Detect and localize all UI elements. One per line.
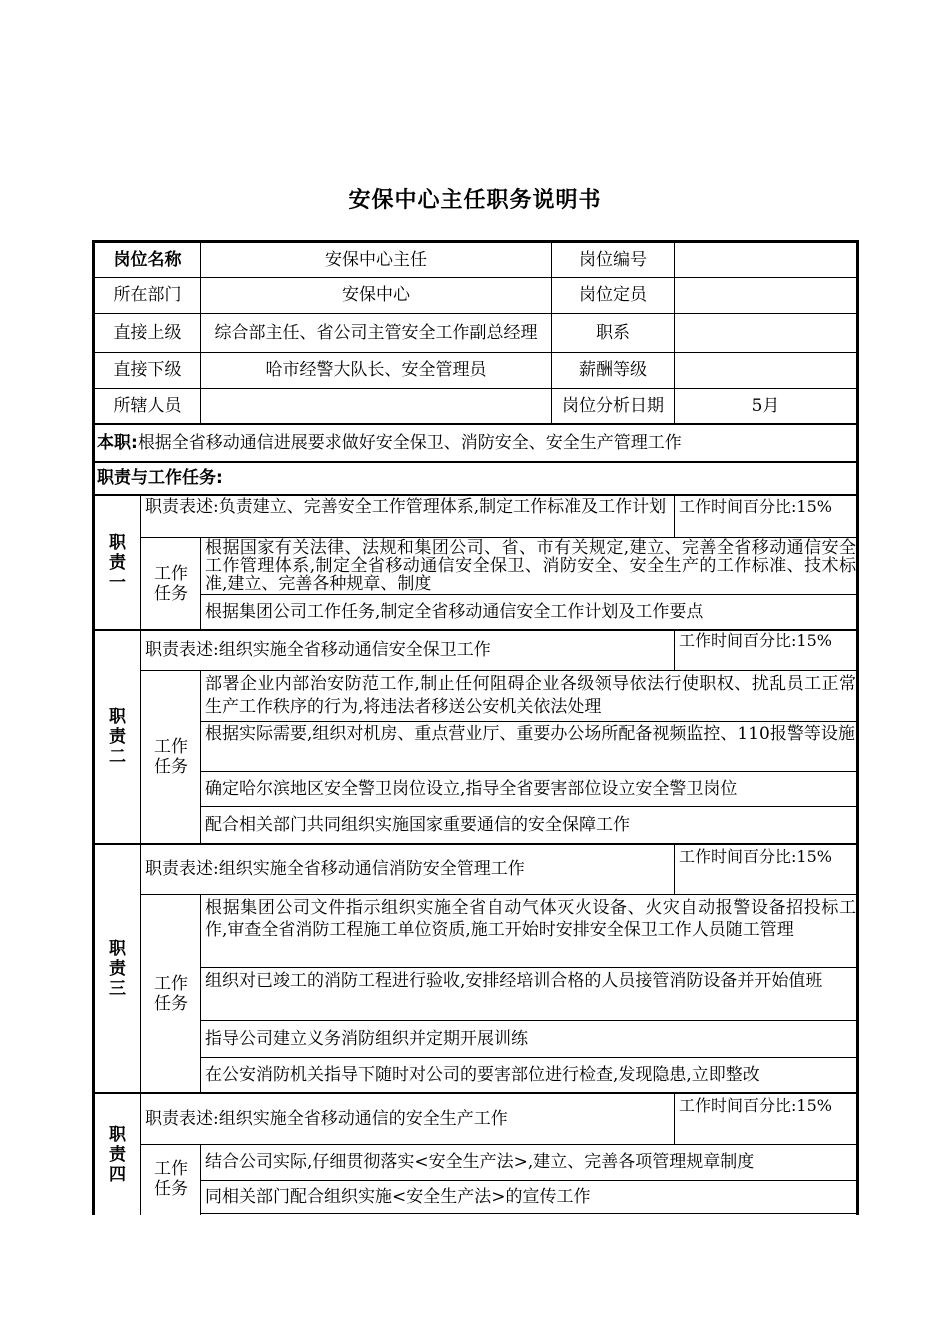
main-duty-row [95,425,856,461]
grid-line [92,494,858,496]
superior-value: 综合部主任、省公司主管安全工作副总经理 [214,322,538,343]
duty-2-title [95,631,140,843]
series-value [675,314,856,352]
duty-2-statement: 职责表述:组织实施全省移动通信安全保卫工作 [145,640,491,660]
duty-3-title [95,845,140,1092]
duty-4-percent: 工作时间百分比:15% [679,1096,832,1115]
duty-title-char: 二 [109,747,126,767]
task-label-line: 任务 [154,757,188,777]
salary-label: 薪酬等级 [579,360,647,380]
duty-title-char: 三 [109,978,126,999]
duty-4-task-1: 结合公司实际,仔细贯彻落实<安全生产法>,建立、完善各项管理规章制度 [205,1152,755,1172]
position-name-label: 岗位名称 [113,249,182,270]
duty-4-task-label [148,1145,194,1213]
duty-title-char: 职 [109,938,126,959]
duty-3-task-2: 组织对已竣工的消防工程进行验收,安排经培训合格的人员接管消防设备并开始值班 [205,971,823,991]
series-label: 职系 [596,322,630,343]
duty-1-title [95,496,140,629]
position-code-value [675,243,856,277]
task-label-line: 工作 [154,1159,188,1179]
duty-1-task-2: 根据集团公司工作任务,制定全省移动通信安全工作计划及工作要点 [205,601,704,622]
task-label-line: 工作 [154,737,188,757]
document-title: 安保中心主任职务说明书 [348,188,602,213]
duty-title-char: 职 [109,1124,126,1145]
task-label-line: 工作 [154,563,188,584]
duty-2-task-4: 配合相关部门共同组织实施国家重要通信的安全保障工作 [205,814,630,835]
main-duty-text: 根据全省移动通信进展要求做好安全保卫、消防安全、安全生产管理工作 [137,432,682,453]
quota-value [675,278,856,313]
analysis-date-label: 岗位分析日期 [562,395,664,416]
grid-line [140,670,857,671]
duty-title-char: 责 [109,958,126,979]
duty-4-task-2: 同相关部门配合组织实施<安全生产法>的宣传工作 [205,1186,591,1207]
duty-title-char: 职 [109,707,126,727]
grid-line [140,894,857,895]
duty-3-statement: 职责表述:组织实施全省移动通信消防安全管理工作 [145,859,525,879]
duty-2-task-label [148,671,194,843]
duty-title-char: 四 [109,1164,126,1185]
duty-1-task-1: 根据国家有关法律、法规和集团公司、省、市有关规定,建立、完善全省移动通信安全工作管理体系,制定全省移动通信安全保卫、消防安全、安全生产的工作标准、技术标准,建立、完善各种规章、制度 [205,538,856,594]
department-label: 所在部门 [113,285,182,305]
duty-title-char: 责 [109,1144,126,1165]
duty-title-char: 责 [109,727,126,747]
position-name-value: 安保中心主任 [325,249,427,270]
duty-2-task-3: 确定哈尔滨地区安全警卫岗位设立,指导全省要害部位设立安全警卫岗位 [205,778,738,799]
duty-title-char: 责 [109,552,126,573]
duty-3-task-1: 根据集团公司文件指示组织实施全省自动气体灭火设备、火灾自动报警设备招投标工作,审查全省消防工程施工单位资质,施工开始时安排安全保卫工作人员随工管理 [205,898,856,940]
superior-label: 直接上级 [113,322,182,343]
task-label-line: 任务 [154,1179,188,1199]
main-duty-label: 本职: [97,432,138,453]
salary-value [675,353,856,388]
subordinate-value: 哈市经警大队长、安全管理员 [265,360,487,380]
duty-2-percent: 工作时间百分比:15% [679,631,832,650]
duty-1-statement: 职责表述:负责建立、完善安全工作管理体系,制定工作标准及工作计划 [145,497,667,517]
duty-title-char: 一 [109,572,126,593]
task-label-line: 工作 [154,973,188,994]
table-border-right [856,240,859,1215]
duty-title-char: 职 [109,532,126,553]
department-value: 安保中心 [342,285,410,305]
duty-4-title [95,1094,140,1215]
duty-2-task-1: 部署企业内部治安防范工作,制止任何阻碍企业各级领导依法行使职权、扰乱员工正常生产工作秩序的行为,将违法者移送公安机关依法处理 [205,674,856,717]
staff-label: 所辖人员 [113,395,182,416]
analysis-date-value: 5月 [751,395,780,416]
quota-label: 岗位定员 [579,285,647,305]
position-code-label: 岗位编号 [579,249,647,270]
duty-4-statement: 职责表述:组织实施全省移动通信的安全生产工作 [145,1108,508,1129]
task-label-line: 任务 [154,993,188,1014]
task-label-line: 任务 [154,583,188,604]
duty-3-task-3: 指导公司建立义务消防组织并定期开展训练 [205,1028,528,1049]
duty-3-task-4: 在公安消防机关指导下随时对公司的要害部位进行检查,发现隐患,立即整改 [205,1064,760,1085]
grid-line [200,1213,857,1214]
staff-value [201,389,551,423]
duty-3-percent: 工作时间百分比:15% [679,847,832,866]
duty-1-percent: 工作时间百分比:15% [679,497,832,516]
duty-2-task-2: 根据实际需要,组织对机房、重点营业厅、重要办公场所配备视频监控、110报警等设施 [205,724,855,744]
duty-3-task-label [148,895,194,1092]
duties-header: 职责与工作任务: [97,468,223,488]
duty-1-task-label [148,538,194,629]
subordinate-label: 直接下级 [113,360,182,380]
